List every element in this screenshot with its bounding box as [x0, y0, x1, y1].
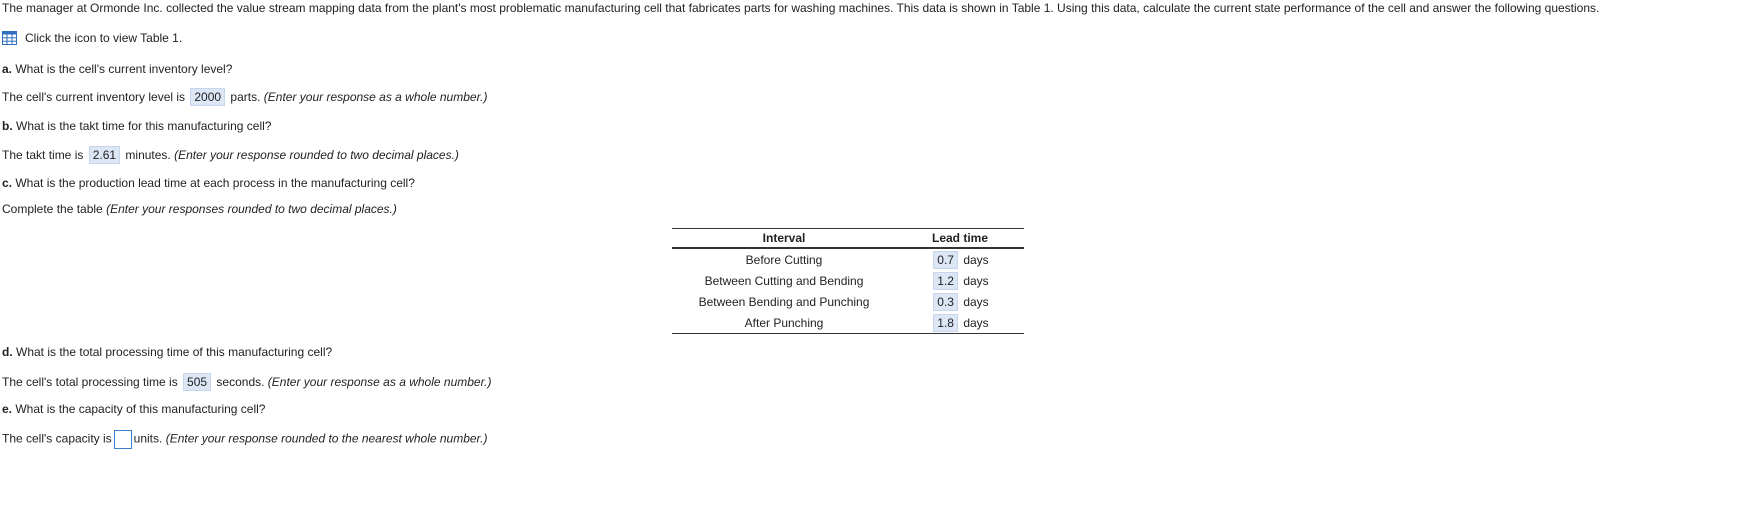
answer-a-input[interactable]: 2000	[190, 88, 225, 106]
table-link-label[interactable]: Click the icon to view Table 1.	[25, 31, 183, 45]
lead-time-cell	[896, 248, 1024, 270]
header-interval: Interval	[672, 229, 896, 249]
answer-d-prefix: The cell's total processing time is	[2, 375, 178, 389]
capacity-input[interactable]	[114, 430, 132, 449]
unit-label: days	[963, 273, 989, 288]
lead-time-cell	[896, 312, 1024, 334]
question-e-label: e.	[2, 402, 13, 416]
table-row	[672, 312, 1024, 334]
unit-label: days	[963, 315, 989, 330]
answer-a-prefix: The cell's current inventory level is	[2, 90, 186, 104]
lead-time-input[interactable]: 1.2	[933, 272, 958, 290]
question-b-label: b.	[2, 119, 13, 133]
question-b	[2, 118, 271, 134]
interval-cell: Before Cutting	[745, 252, 823, 267]
answer-a-line	[2, 88, 487, 106]
instruction-hint: (Enter your responses rounded to two decimal places.)	[106, 202, 397, 216]
lead-time-input[interactable]: 0.7	[933, 251, 958, 269]
question-d-text: What is the total processing time of this manufacturing cell?	[12, 345, 333, 359]
answer-d-hint: (Enter your response as a whole number.)	[267, 375, 492, 389]
answer-d-input[interactable]: 505	[183, 373, 211, 391]
table-row	[672, 248, 1024, 270]
answer-d-suffix: seconds.	[216, 375, 265, 389]
question-c-label: c.	[2, 176, 13, 190]
lead-time-input[interactable]: 0.3	[933, 293, 958, 311]
answer-b-input[interactable]: 2.61	[89, 146, 120, 164]
answer-b-suffix: minutes.	[125, 148, 171, 162]
question-d-label: d.	[2, 345, 13, 359]
lead-time-cell	[896, 270, 1024, 291]
interval-cell: Between Bending and Punching	[698, 294, 870, 309]
question-e-text: What is the capacity of this manufacturing cell?	[12, 402, 266, 416]
table-row	[672, 270, 1024, 291]
answer-e-prefix: The cell's capacity is	[2, 431, 112, 446]
table-row	[672, 291, 1024, 312]
question-a-label: a.	[2, 62, 13, 76]
interval-cell: Between Cutting and Bending	[704, 273, 864, 288]
answer-e-hint: (Enter your response rounded to the nearest whole number.)	[165, 431, 488, 446]
answer-d-line	[2, 373, 491, 391]
answer-b-hint: (Enter your response rounded to two decimal places.)	[174, 148, 459, 162]
table-grid-icon[interactable]	[2, 31, 17, 45]
question-c-instruction	[2, 201, 397, 217]
table-link[interactable]	[2, 30, 182, 46]
answer-a-hint: (Enter your response as a whole number.)	[263, 90, 488, 104]
question-a	[2, 61, 232, 77]
question-c-text: What is the production lead time at each process in the manufacturing cell?	[12, 176, 415, 190]
interval-cell: After Punching	[672, 312, 896, 334]
lead-time-table	[672, 228, 1024, 334]
question-b-text: What is the takt time for this manufacturing cell?	[12, 119, 272, 133]
question-d	[2, 344, 332, 360]
answer-a-suffix: parts.	[230, 90, 261, 104]
question-c	[2, 175, 415, 191]
answer-b-line	[2, 146, 459, 164]
instruction-text: Complete the table	[2, 202, 103, 216]
lead-time-input[interactable]: 1.8	[933, 314, 958, 332]
question-a-text: What is the cell's current inventory level?	[12, 62, 233, 76]
intro-text: The manager at Ormonde Inc. collected the value stream mapping data from the plant's most problematic manufacturing cell that fabricates parts for washing machines. This data is shown in Table 1. Using this data, calculate the current state performance of the cell and answer the following questions.	[2, 1, 1600, 15]
question-e	[2, 401, 265, 417]
answer-e-suffix: units.	[133, 431, 163, 446]
unit-label: days	[963, 294, 989, 309]
lead-time-cell	[896, 291, 1024, 312]
header-lead-time: Lead time	[896, 229, 1024, 249]
unit-label: days	[963, 252, 989, 267]
answer-b-prefix: The takt time is	[2, 148, 84, 162]
answer-e-line	[2, 430, 487, 449]
